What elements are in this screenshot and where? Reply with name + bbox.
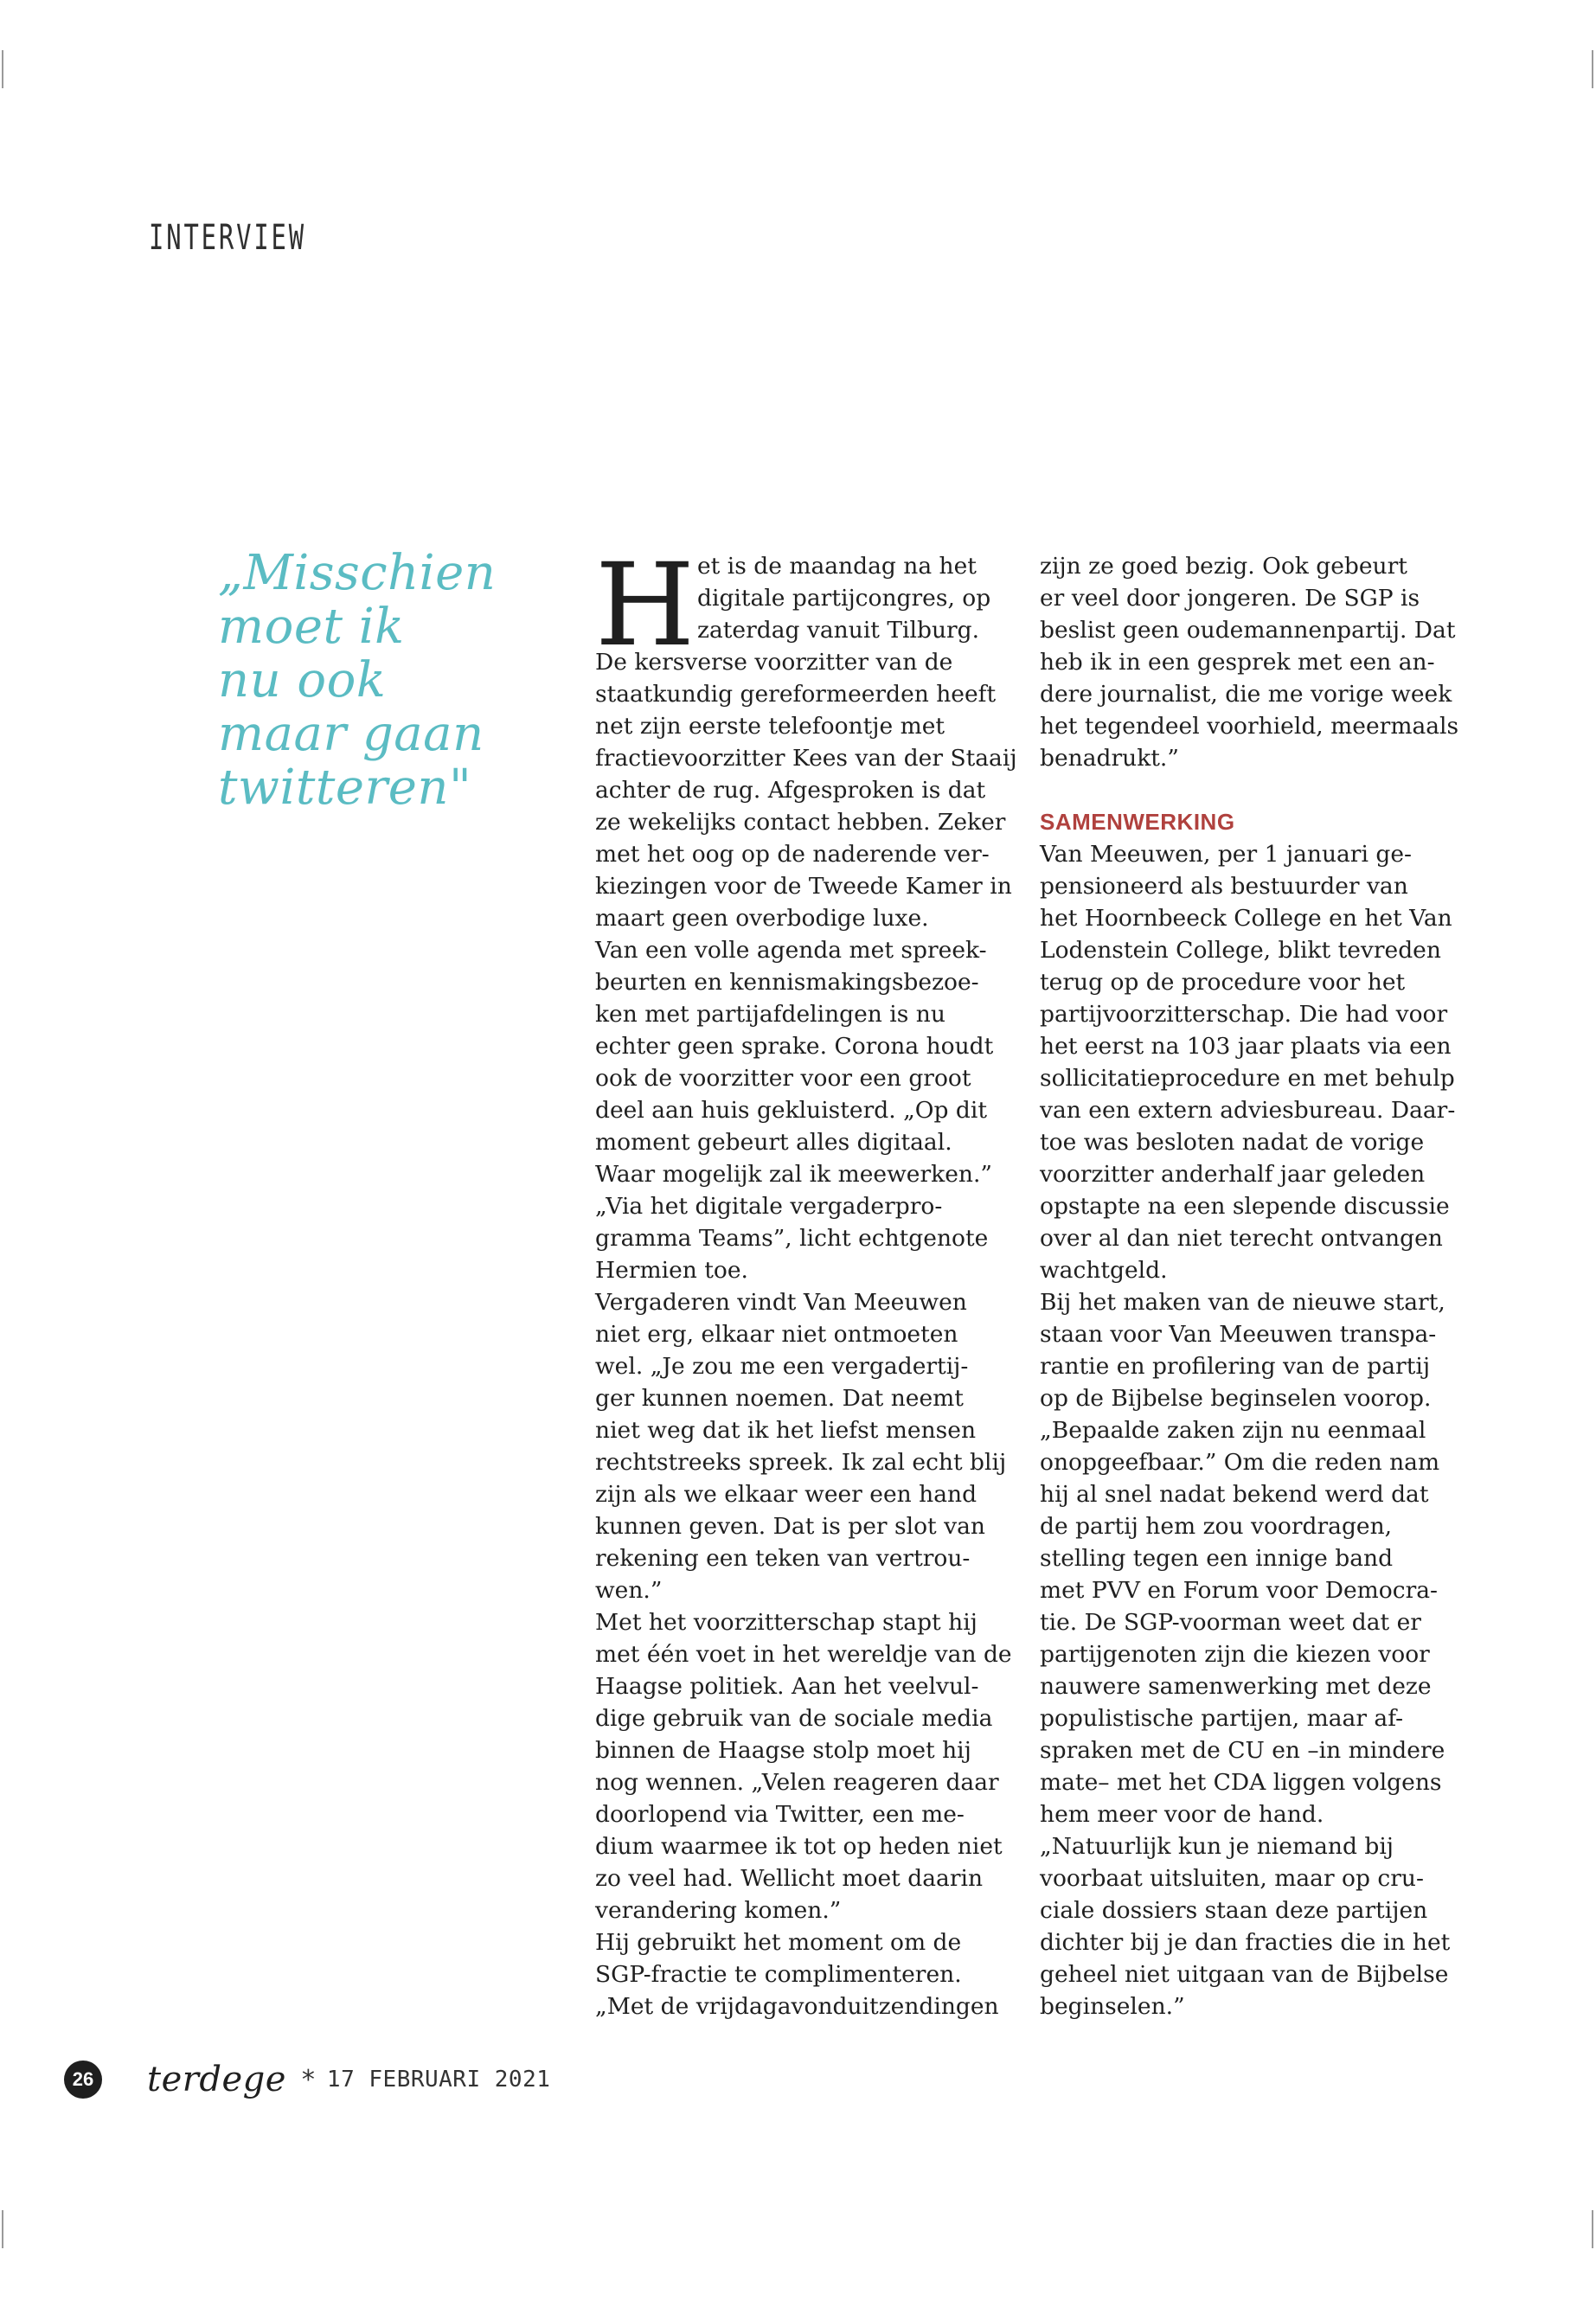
text-line: hem meer voor de hand. <box>1040 1801 1324 1828</box>
page-footer <box>64 2057 550 2102</box>
text-line: het eerst na 103 jaar plaats via een <box>1040 1033 1452 1060</box>
drop-cap: H <box>595 539 695 672</box>
text-line: over al dan niet terecht ontvangen <box>1040 1225 1443 1252</box>
pull-quote-line: nu ook <box>218 652 387 708</box>
text-line: net zijn eerste telefoontje met <box>595 713 945 740</box>
issue-date: 17 FEBRUARI 2021 <box>326 2067 551 2093</box>
text-line: met het oog op de naderende ver- <box>595 841 990 868</box>
text-line: Van Meeuwen, per 1 januari ge- <box>1040 841 1412 868</box>
text-line: Haagse politiek. Aan het veelvul- <box>595 1673 979 1700</box>
text-line: dere journalist, die me vorige week <box>1040 681 1452 708</box>
text-line: maart geen overbodige luxe. <box>595 905 929 932</box>
text-line: zaterdag vanuit Tilburg. <box>697 617 980 644</box>
text-line: stelling tegen een innige band <box>1040 1545 1394 1572</box>
text-line: dium waarmee ik tot op heden niet <box>595 1833 1003 1860</box>
text-line: Vergaderen vindt Van Meeuwen <box>595 1289 967 1316</box>
text-line: moment gebeurt alles digitaal. <box>595 1129 952 1156</box>
text-line: partijgenoten zijn die kiezen voor <box>1040 1641 1430 1668</box>
article-column-2 <box>1040 550 1459 2022</box>
text-line: geheel niet uitgaan van de Bijbelse <box>1040 1961 1449 1988</box>
text-line: op de Bijbelse beginselen voorop. <box>1040 1385 1432 1412</box>
article-column-1 <box>595 539 1017 2022</box>
text-line: niet weg dat ik het liefst mensen <box>595 1417 977 1444</box>
pull-quote-line: moet ik <box>218 599 405 655</box>
text-line: mate– met het CDA liggen volgens <box>1040 1769 1442 1796</box>
text-line: hij al snel nadat bekend werd dat <box>1040 1481 1429 1508</box>
crop-mark-top-left <box>2 50 3 88</box>
text-line: binnen de Haagse stolp moet hij <box>595 1737 971 1764</box>
text-line: niet erg, elkaar niet ontmoeten <box>595 1321 958 1348</box>
text-line: beslist geen oudemannenpartij. Dat <box>1040 617 1456 644</box>
pull-quote-line: maar gaan <box>218 706 484 762</box>
text-line: van een extern adviesbureau. Daar- <box>1040 1097 1456 1124</box>
pull-quote-line: twitteren" <box>218 760 472 816</box>
text-line: ger kunnen noemen. Dat neemt <box>595 1385 964 1412</box>
text-line: gramma Teams”, licht echtgenote <box>595 1225 989 1252</box>
text-line: wachtgeld. <box>1040 1257 1168 1284</box>
text-line: beurten en kennismakingsbezoe- <box>595 969 979 996</box>
text-line: De kersverse voorzitter van de <box>595 649 953 676</box>
asterisk-icon: * <box>301 2064 315 2095</box>
text-line: Bij het maken van de nieuwe start, <box>1040 1289 1445 1316</box>
text-line: dige gebruik van de sociale media <box>595 1705 993 1732</box>
text-line: opstapte na een slepende discussie <box>1040 1193 1450 1220</box>
text-line: toe was besloten nadat de vorige <box>1040 1129 1425 1156</box>
text-line: SGP-fractie te complimenteren. <box>595 1961 962 1988</box>
text-line: het Hoornbeeck College en het Van <box>1040 905 1452 932</box>
section-label: INTERVIEW <box>149 218 306 258</box>
text-line: tie. De SGP-voorman weet dat er <box>1040 1609 1421 1636</box>
text-line: spraken met de CU en –in mindere <box>1040 1737 1445 1764</box>
text-line: nog wennen. „Velen reageren daar <box>595 1769 999 1796</box>
text-line: ken met partijafdelingen is nu <box>595 1001 945 1028</box>
text-line: „Bepaalde zaken zijn nu eenmaal <box>1040 1417 1426 1444</box>
crop-mark-top-right <box>1592 50 1593 88</box>
text-line: terug op de procedure voor het <box>1040 969 1406 996</box>
crop-mark-bottom-left <box>2 2210 3 2248</box>
text-line: verandering komen.” <box>595 1897 842 1924</box>
text-line: Met het voorzitterschap stapt hij <box>595 1609 977 1636</box>
text-line: „Met de vrijdagavonduitzendingen <box>595 1993 999 2020</box>
text-line: Waar mogelijk zal ik meewerken.” <box>595 1161 992 1188</box>
text-line: Van een volle agenda met spreek- <box>595 937 987 964</box>
text-line: staan voor Van Meeuwen transpa- <box>1040 1321 1437 1348</box>
text-line: achter de rug. Afgesproken is dat <box>595 777 986 804</box>
text-line: wel. „Je zou me een vergadertij- <box>595 1353 969 1380</box>
text-line: ze wekelijks contact hebben. Zeker <box>595 809 1006 836</box>
text-line: zo veel had. Wellicht moet daarin <box>595 1865 984 1892</box>
text-line: „Natuurlijk kun je niemand bij <box>1040 1833 1394 1860</box>
text-line: fractievoorzitter Kees van der Staaij <box>595 745 1017 772</box>
brand-logo: terdege <box>147 2060 286 2099</box>
text-line: ook de voorzitter voor een groot <box>595 1065 971 1092</box>
text-line: benadrukt.” <box>1040 745 1179 772</box>
text-line: pensioneerd als bestuurder van <box>1040 873 1408 900</box>
page-number-badge: 26 <box>64 2061 102 2099</box>
text-line: rechtstreeks spreek. Ik zal echt blij <box>595 1449 1007 1476</box>
text-line: onopgeefbaar.” Om die reden nam <box>1040 1449 1440 1476</box>
text-line: voorbaat uitsluiten, maar op cru- <box>1040 1865 1424 1892</box>
crop-mark-bottom-right <box>1592 2210 1593 2248</box>
text-line: dichter bij je dan fracties die in het <box>1040 1929 1451 1956</box>
text-line: heb ik in een gesprek met een an- <box>1040 649 1435 676</box>
text-line: populistische partijen, maar af- <box>1040 1705 1404 1732</box>
text-line: „Via het digitale vergaderpro- <box>595 1193 943 1220</box>
pull-quote <box>218 547 512 815</box>
text-line: beginselen.” <box>1040 1993 1185 2020</box>
text-line: Lodenstein College, blikt tevreden <box>1040 937 1441 964</box>
text-line: voorzitter anderhalf jaar geleden <box>1040 1161 1426 1188</box>
text-line: de partij hem zou voordragen, <box>1040 1513 1393 1540</box>
text-line: et is de maandag na het <box>697 553 977 580</box>
text-line: het tegendeel voorhield, meermaals <box>1040 713 1459 740</box>
text-line: met één voet in het wereldje van de <box>595 1641 1012 1668</box>
text-line: partijvoorzitterschap. Die had voor <box>1040 1001 1448 1028</box>
text-line: nauwere samenwerking met deze <box>1040 1673 1432 1700</box>
text-line: zijn ze goed bezig. Ook gebeurt <box>1040 553 1407 580</box>
text-line: zijn als we elkaar weer een hand <box>595 1481 977 1508</box>
text-line: ciale dossiers staan deze partijen <box>1040 1897 1428 1924</box>
text-line: rantie en profilering van de partij <box>1040 1353 1431 1380</box>
text-line: digitale partijcongres, op <box>697 585 991 612</box>
text-line: met PVV en Forum voor Democra- <box>1040 1577 1439 1604</box>
text-line: echter geen sprake. Corona houdt <box>595 1033 994 1060</box>
text-line: sollicitatieprocedure en met behulp <box>1040 1065 1455 1092</box>
column-2-top <box>1040 550 1459 774</box>
text-line: kiezingen voor de Tweede Kamer in <box>595 873 1012 900</box>
text-line: wen.” <box>595 1577 663 1604</box>
text-line: staatkundig gereformeerden heeft <box>595 681 997 708</box>
text-line: rekening een teken van vertrou- <box>595 1545 971 1572</box>
subheading: SAMENWERKING <box>1040 809 1235 835</box>
pull-quote-line: „Misschien <box>218 545 497 601</box>
column-2-bottom <box>1040 838 1456 2022</box>
text-line: kunnen geven. Dat is per slot van <box>595 1513 985 1540</box>
text-line: doorlopend via Twitter, een me- <box>595 1801 965 1828</box>
text-line: Hermien toe. <box>595 1257 748 1284</box>
text-line: Hij gebruikt het moment om de <box>595 1929 962 1956</box>
text-line: er veel door jongeren. De SGP is <box>1040 585 1420 612</box>
text-line: deel aan huis gekluisterd. „Op dit <box>595 1097 988 1124</box>
